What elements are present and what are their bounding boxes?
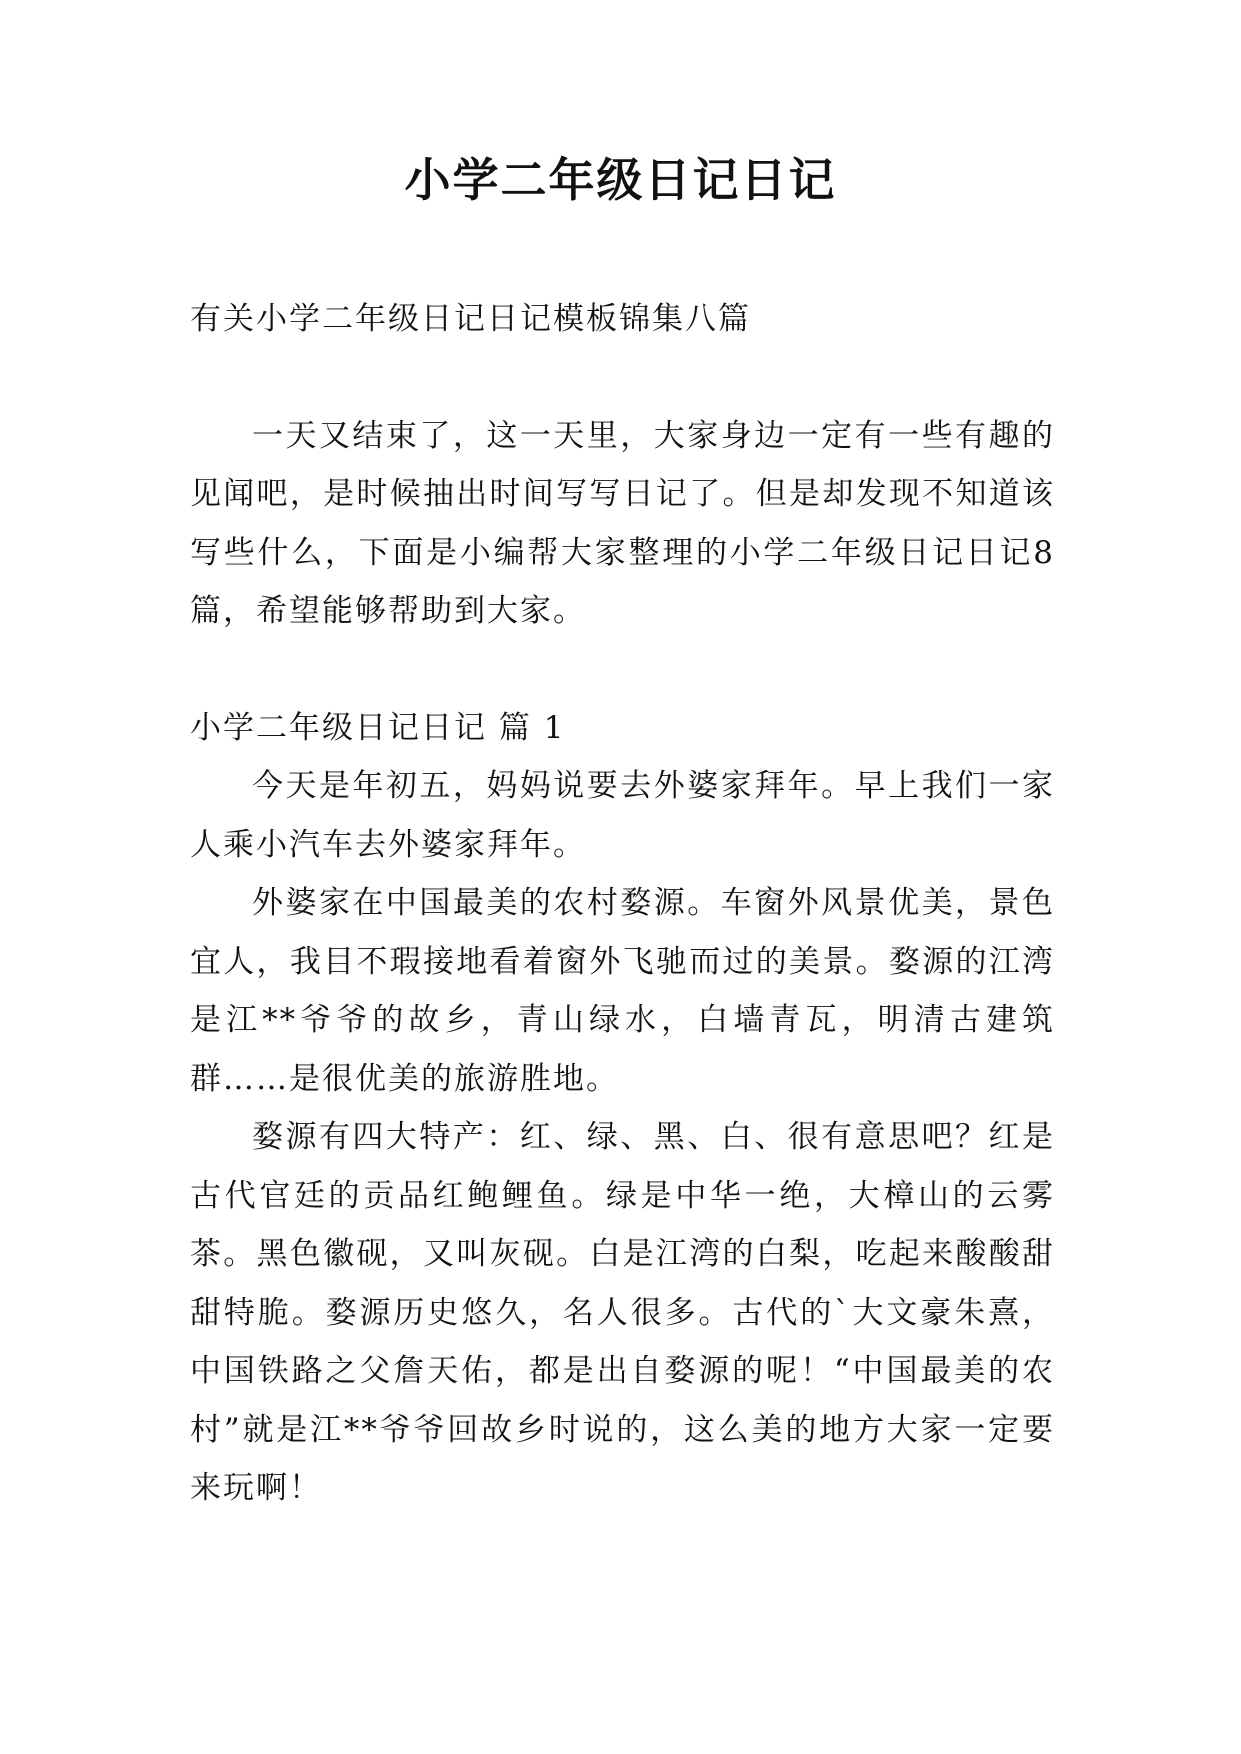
body-paragraph: 婺源有四大特产：红、绿、黑、白、很有意思吧？红是古代官廷的贡品红鲍鲤鱼。绿是中华一绝，大樟山的云雾茶。黑色徽砚，又叫灰砚。白是江湾的白梨，吃起来酸酸甜甜特脆。婺源历史悠久，名人很多。古代的`大文豪朱熹，中国铁路之父詹天佑，都是出自婺源的呢！“中国最美的农村”就是江**爷爷回故乡时说的，这么美的地方大家一定要来玩啊！ <box>190 1119 1055 1506</box>
document-subtitle: 有关小学二年级日记日记模板锦集八篇 <box>190 301 751 337</box>
document-title: 小学二年级日记日记 <box>404 153 837 207</box>
section-heading: 小学二年级日记日记 篇 1 <box>190 709 566 746</box>
body-paragraph: 外婆家在中国最美的农村婺源。车窗外风景优美，景色宜人，我目不瑕接地看着窗外飞驰而过的美景。婺源的江湾是江**爷爷的故乡，青山绿水，白墙青瓦，明清古建筑群……是很优美的旅游胜地。 <box>190 885 1055 1097</box>
intro-paragraph: 一天又结束了，这一天里，大家身边一定有一些有趣的见闻吧，是时候抽出时间写写日记了。但是却发现不知道该写些什么，下面是小编帮大家整理的小学二年级日记日记8篇，希望能够帮助到大家。 <box>190 417 1055 629</box>
document-body <box>190 290 1055 1518</box>
body-paragraph: 今天是年初五，妈妈说要去外婆家拜年。早上我们一家人乘小汽车去外婆家拜年。 <box>190 768 1055 863</box>
